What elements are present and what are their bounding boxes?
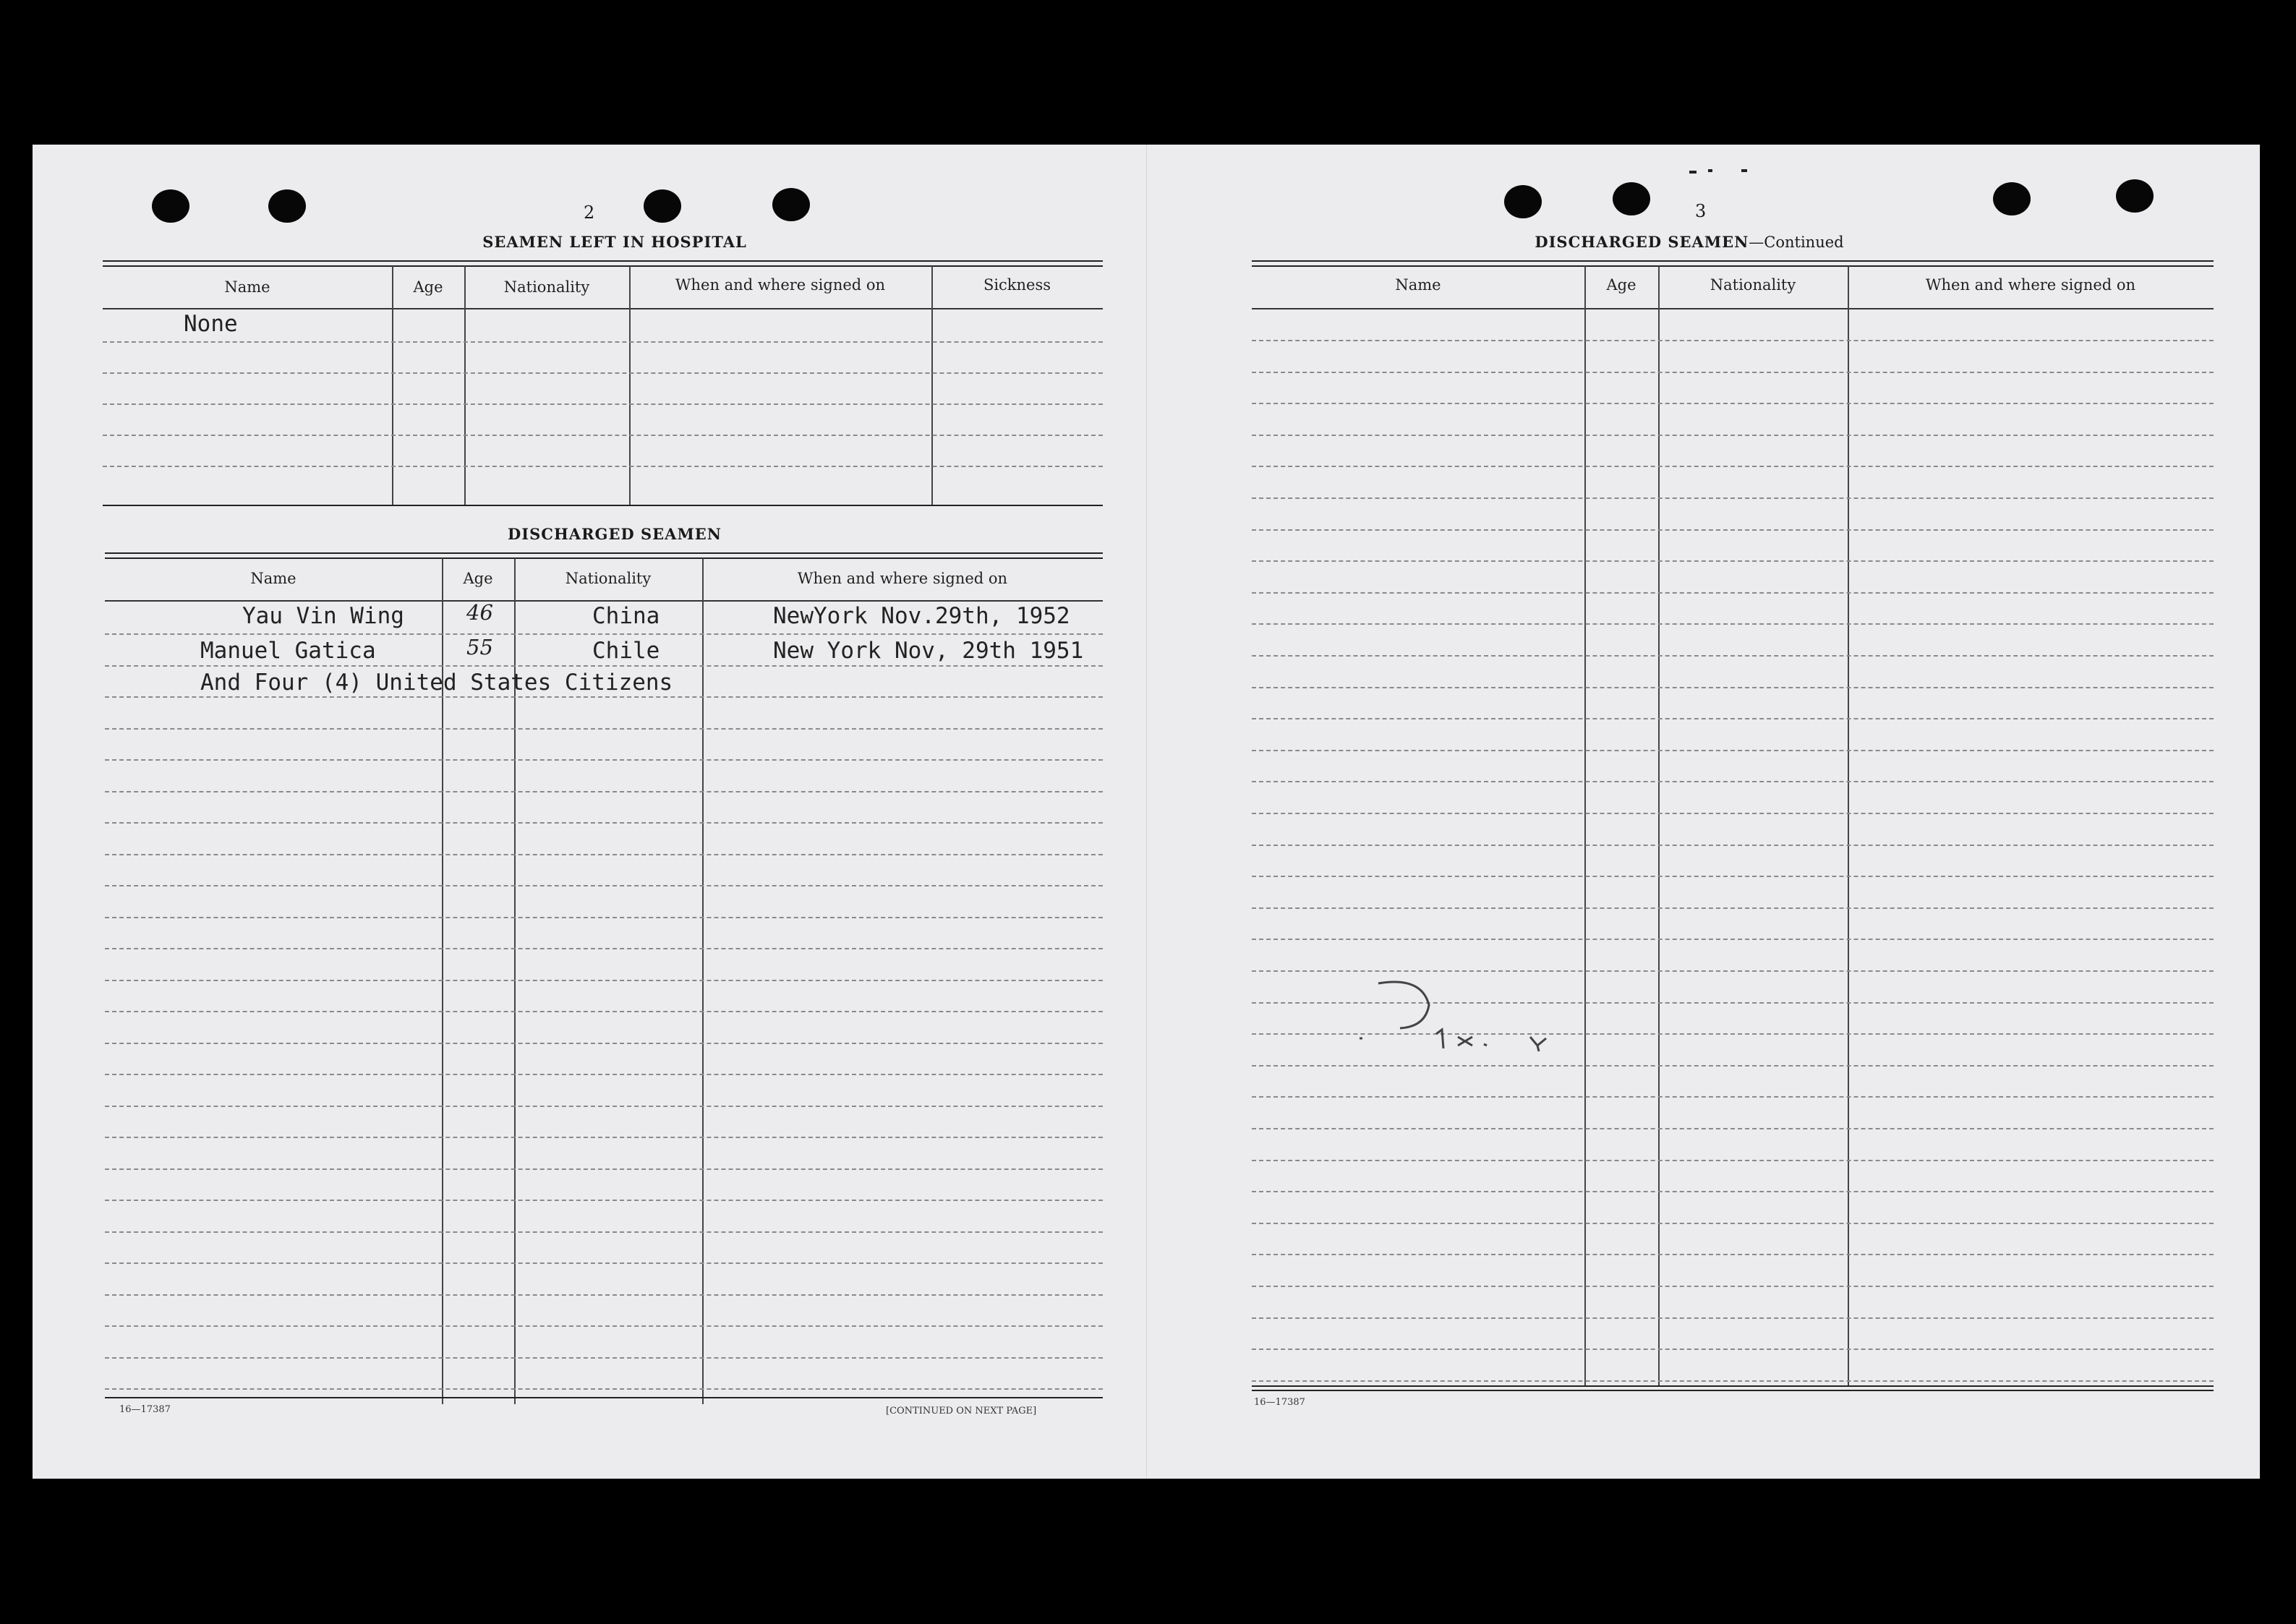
ruled-row-line [105, 917, 1103, 918]
seaman-signed-on: NewYork Nov.29th, 1952 [773, 603, 1070, 629]
punch-hole [268, 189, 306, 223]
ruled-row-line [105, 633, 1103, 635]
ruled-row-line [1252, 1286, 2214, 1287]
ruled-row-line [1252, 876, 2214, 877]
seaman-nationality: China [592, 603, 660, 629]
ruled-row-line [105, 1262, 1103, 1264]
discharged-section-title: DISCHARGED SEAMEN [508, 525, 722, 543]
form-number: 16—17387 [119, 1404, 171, 1415]
continued-note: [CONTINUED ON NEXT PAGE] [886, 1406, 1037, 1416]
discharged-table [105, 552, 1103, 1406]
seaman-age: 55 [466, 635, 493, 659]
form-number: 16—17387 [1254, 1397, 1305, 1408]
col-header-sickness: Sickness [983, 276, 1051, 294]
hospital-name-cell: None [184, 311, 238, 337]
seaman-nationality: Chile [592, 638, 660, 664]
ruled-row-line [105, 885, 1103, 886]
punch-hole [2116, 179, 2154, 213]
hospital-section-title: SEAMEN LEFT IN HOSPITAL [482, 233, 747, 251]
ruled-row-line [105, 759, 1103, 761]
col-header-signed-on: When and where signed on [797, 570, 1008, 587]
ruled-row-line [1252, 687, 2214, 688]
title-main: DISCHARGED SEAMEN [1535, 233, 1749, 251]
document-sheet [33, 145, 2260, 1479]
ruled-row-line [105, 822, 1103, 824]
ruled-row-line [105, 696, 1103, 698]
seaman-signed-on: New York Nov, 29th 1951 [773, 638, 1084, 664]
ruled-row-line [105, 980, 1103, 981]
ruled-row-line [105, 728, 1103, 730]
discharged-continued-title [1176, 233, 2203, 251]
ruled-row-line [1252, 1128, 2214, 1129]
col-header-name: Name [1395, 276, 1441, 294]
page-number: 2 [584, 202, 595, 223]
ruled-row-line [1252, 813, 2214, 814]
ruled-row-line [1252, 623, 2214, 625]
seaman-age: 46 [466, 600, 493, 625]
punch-hole [152, 189, 189, 223]
ruled-row-line [105, 1168, 1103, 1170]
ruled-row-line [1252, 1317, 2214, 1319]
ruled-row-line [105, 1325, 1103, 1327]
punch-hole [644, 189, 681, 223]
ruled-row-line [1252, 466, 2214, 467]
discharged-note: And Four (4) United States Citizens [200, 670, 673, 696]
ruled-row-line [1252, 781, 2214, 782]
ruled-row-line [105, 948, 1103, 949]
ruled-row-line [1252, 907, 2214, 909]
ruled-row-line [105, 854, 1103, 855]
ruled-row-line [1252, 1065, 2214, 1067]
ruled-row-line [105, 1231, 1103, 1233]
ruled-row-line [105, 1388, 1103, 1390]
col-header-nationality: Nationality [1710, 276, 1796, 294]
ruled-row-line [1252, 1223, 2214, 1224]
ruled-row-line [1252, 592, 2214, 594]
ruled-row-line [1252, 1160, 2214, 1161]
ruled-row-line [105, 1137, 1103, 1138]
ruled-row-line [1252, 1380, 2214, 1382]
col-header-signed-on: When and where signed on [1925, 276, 2136, 294]
punch-hole [1504, 185, 1542, 218]
right-page [1146, 145, 2261, 1479]
ruled-row-line [1252, 340, 2214, 341]
col-header-age: Age [413, 278, 443, 296]
col-header-nationality: Nationality [565, 570, 652, 587]
ruled-row-line [1252, 403, 2214, 404]
punch-hole [1993, 182, 2031, 215]
punch-hole [772, 188, 810, 221]
ruled-row-line [1252, 1191, 2214, 1192]
ruled-row-line [1252, 1096, 2214, 1098]
ruled-row-line [1252, 529, 2214, 531]
seaman-name: Yau Vin Wing [242, 603, 404, 629]
ruled-row-line [105, 1043, 1103, 1044]
col-header-name: Name [224, 278, 270, 296]
ruled-row-line [1252, 435, 2214, 436]
discharged-continued-table [1252, 260, 2214, 1403]
ruled-row-line [1252, 1254, 2214, 1255]
ruled-row-line [1252, 750, 2214, 751]
col-header-age: Age [1606, 276, 1636, 294]
ruled-row-line [1252, 497, 2214, 499]
col-header-age: Age [463, 570, 493, 587]
ruled-row-line [105, 1357, 1103, 1359]
title-continued: —Continued [1749, 234, 1844, 251]
col-header-signed-on: When and where signed on [675, 276, 886, 294]
ruled-row-line [105, 665, 1103, 667]
seaman-name: Manuel Gatica [200, 638, 376, 664]
col-header-nationality: Nationality [503, 278, 590, 296]
ruled-row-line [105, 1200, 1103, 1201]
ruled-row-line [1252, 845, 2214, 846]
ruled-row-line [1252, 372, 2214, 373]
ruled-row-line [1252, 655, 2214, 657]
ruled-row-line [105, 1294, 1103, 1296]
ruled-row-line [1252, 970, 2214, 972]
ruled-row-line [105, 791, 1103, 792]
page-number: 3 [1695, 201, 1707, 221]
col-header-name: Name [250, 570, 296, 587]
ruled-row-line [1252, 1349, 2214, 1350]
ruled-row-line [105, 1074, 1103, 1075]
left-page [33, 145, 1146, 1479]
ruled-row-line [1252, 939, 2214, 940]
punch-hole [1613, 182, 1650, 215]
ruled-row-line [105, 1106, 1103, 1107]
pencil-mark [1357, 976, 1588, 1056]
ruled-row-line [1252, 718, 2214, 719]
ruled-row-line [105, 1011, 1103, 1012]
ruled-row-line [1252, 560, 2214, 562]
